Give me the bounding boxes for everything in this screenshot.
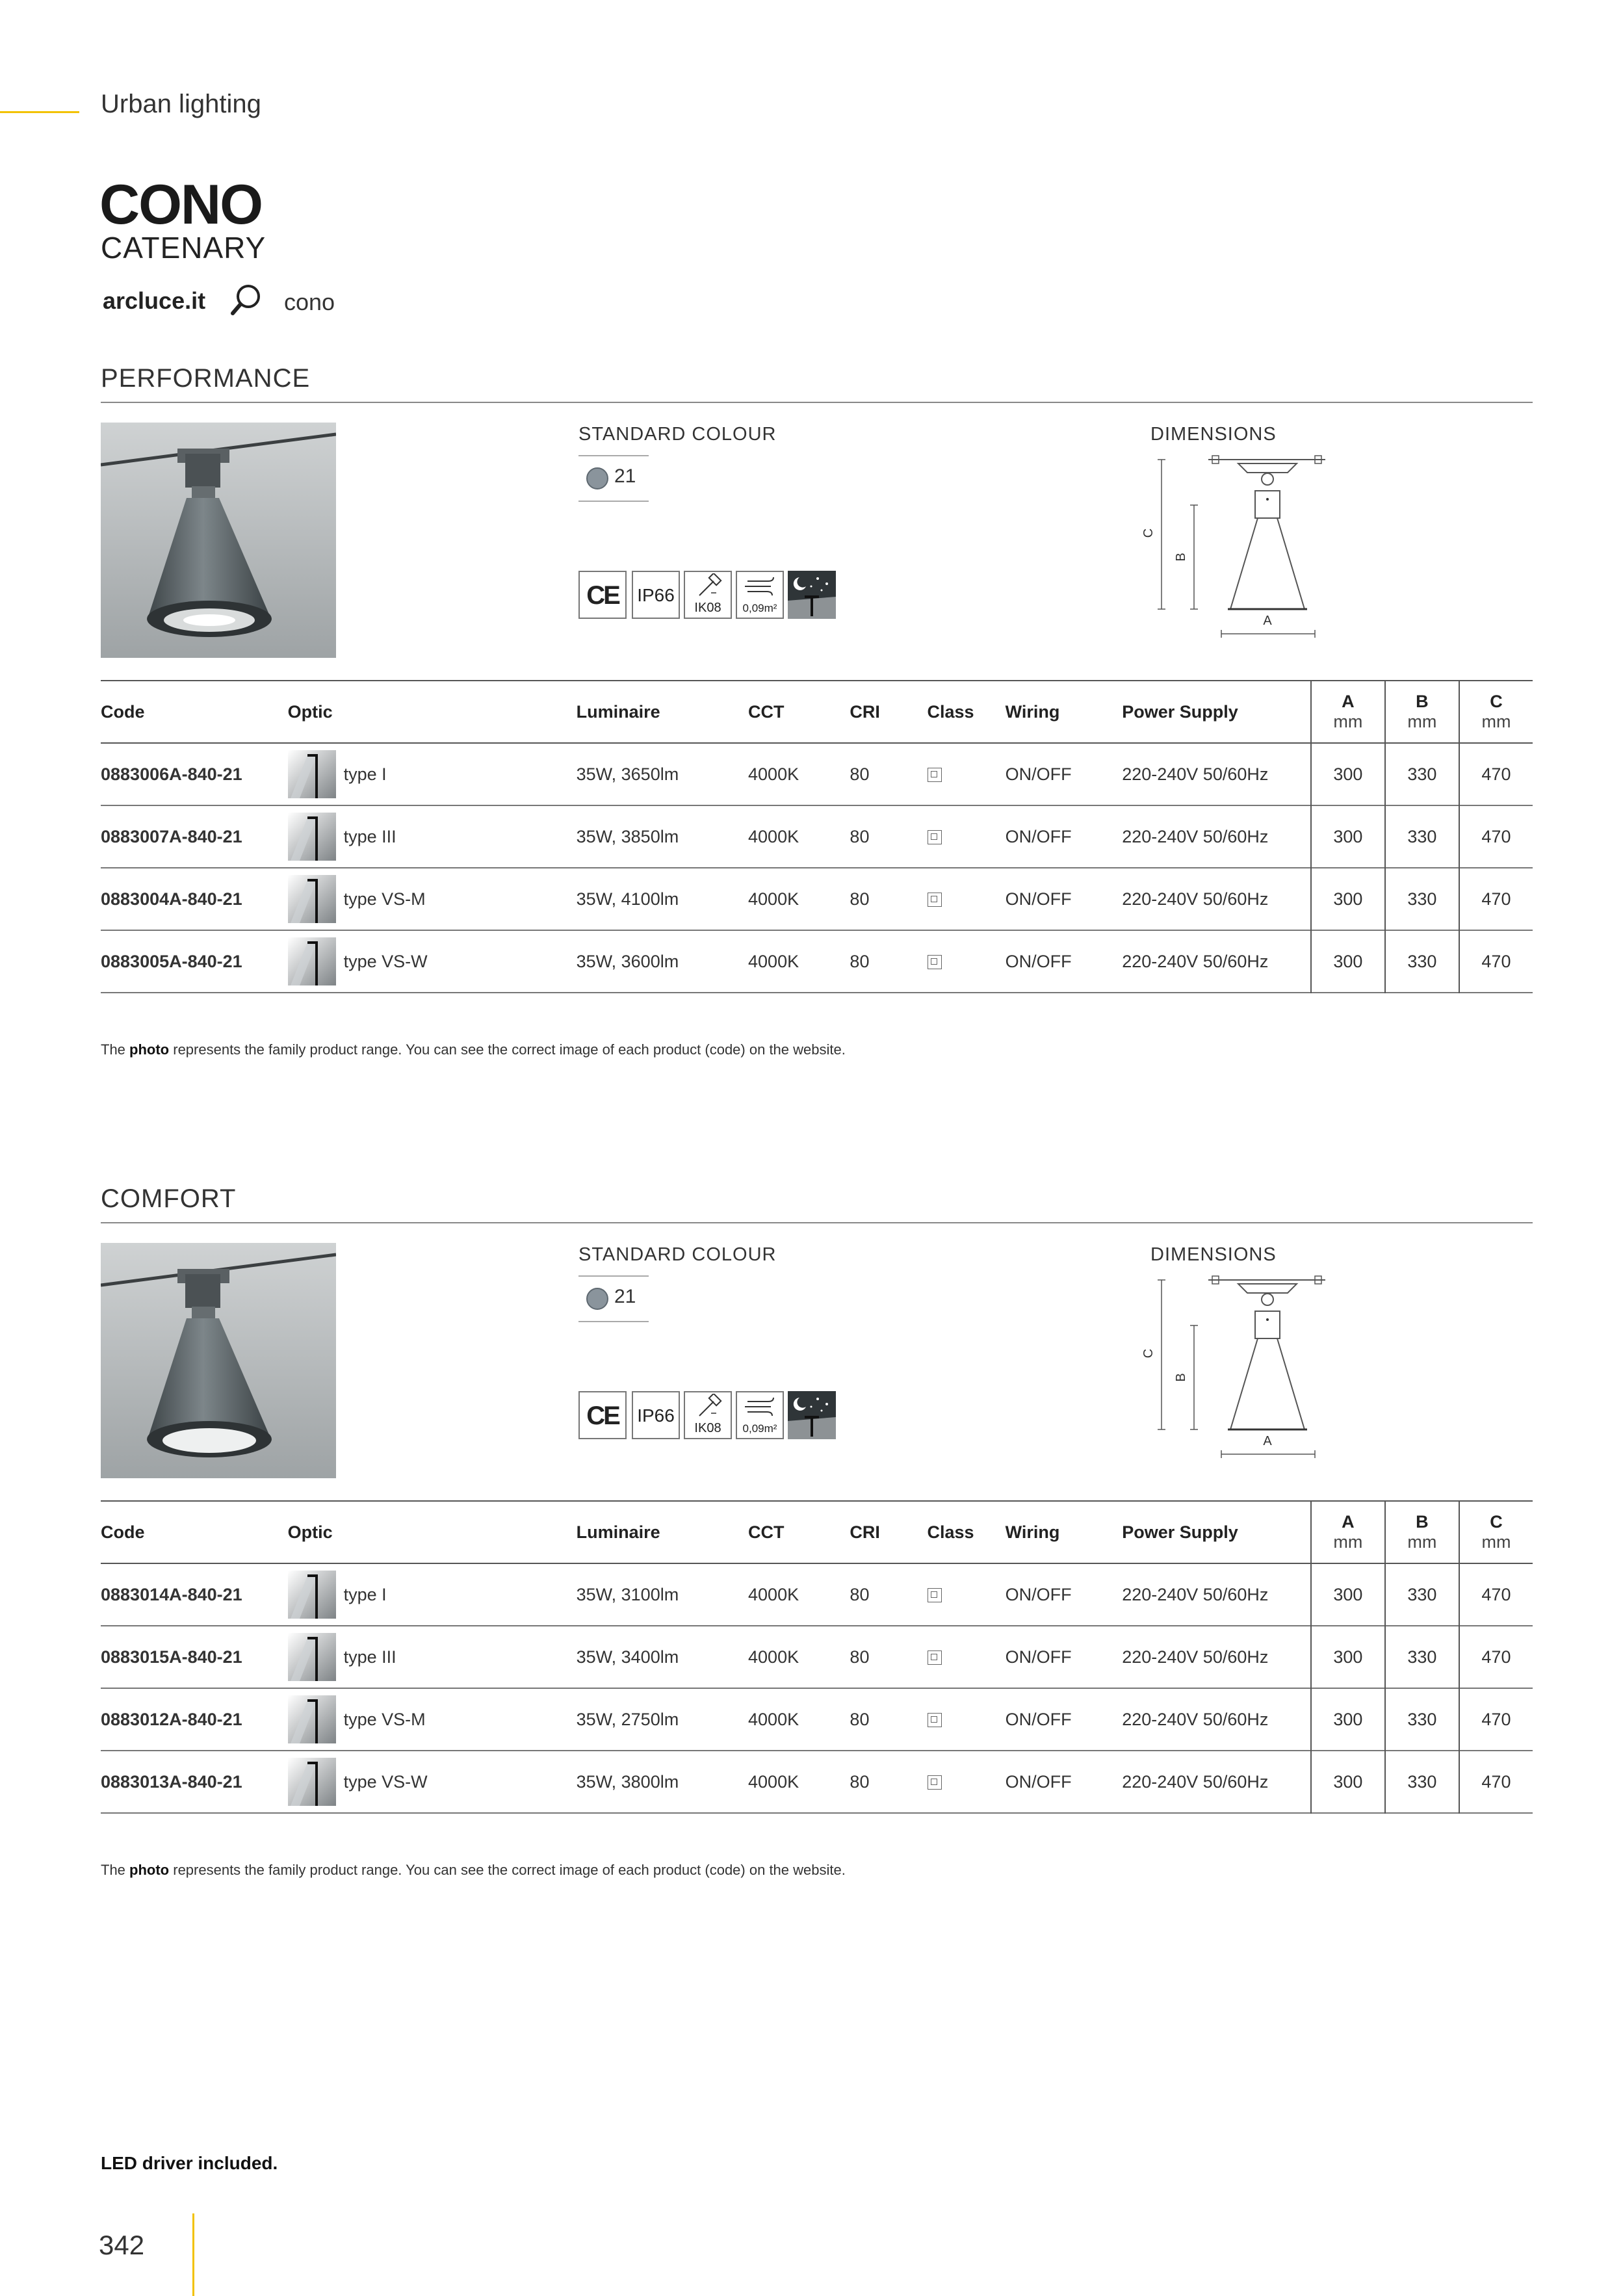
cri-value: 80 — [850, 826, 870, 846]
dim-a-value: 300 — [1311, 743, 1385, 805]
dim-letter-a: A — [1263, 614, 1272, 628]
dim-b-value: 330 — [1385, 743, 1459, 805]
section-divider — [101, 402, 1533, 403]
class-cell — [928, 868, 1006, 930]
luminaire-value: 35W, 3850lm — [576, 826, 679, 846]
col-optic: Optic — [287, 701, 333, 722]
col-cri: CRI — [850, 1522, 880, 1542]
class-cell — [928, 1626, 1006, 1688]
optic-cell — [288, 743, 577, 805]
product-code[interactable]: 0883005A-840-21 — [101, 951, 242, 971]
colour-swatch-box — [578, 1275, 649, 1322]
table-row — [101, 1563, 1533, 1626]
page-number: 342 — [99, 2230, 145, 2260]
dimensions-label: DIMENSIONS — [1150, 1244, 1277, 1265]
dim-b-value: 330 — [1385, 1626, 1459, 1688]
col-optic: Optic — [287, 1522, 333, 1542]
cct-value: 4000K — [748, 1709, 799, 1729]
class-ii-icon — [928, 1775, 942, 1790]
optic-cell — [288, 1626, 577, 1688]
luminaire-value: 35W, 3400lm — [576, 1647, 679, 1667]
luminaire-value: 35W, 2750lm — [576, 1709, 679, 1729]
luminaire-value: 35W, 3100lm — [576, 1584, 679, 1604]
product-code[interactable]: 0883007A-840-21 — [101, 826, 242, 846]
optic-cell — [288, 1563, 577, 1626]
col-b: B mm — [1385, 1501, 1459, 1563]
col-a: A mm — [1311, 681, 1385, 743]
optic-label: type I — [343, 1584, 387, 1604]
cct-value: 4000K — [748, 889, 799, 909]
class-ii-icon — [928, 830, 942, 844]
table-header — [101, 1501, 1533, 1563]
wiring-value: ON/OFF — [1005, 889, 1072, 909]
impact-hammer-icon — [685, 1394, 733, 1420]
luminaire-value: 35W, 3600lm — [576, 951, 679, 971]
optic-cell — [288, 805, 577, 868]
dim-a-value: 300 — [1311, 1626, 1385, 1688]
cri-value: 80 — [850, 889, 870, 909]
colour-swatch-box — [578, 455, 649, 502]
standard-colour-label: STANDARD COLOUR — [578, 424, 777, 445]
dim-b-value: 330 — [1385, 930, 1459, 993]
spec-table — [101, 680, 1533, 993]
dim-a-value: 300 — [1311, 1751, 1385, 1813]
cri-value: 80 — [850, 1647, 870, 1667]
section-title: COMFORT — [101, 1184, 237, 1213]
table-row — [101, 1688, 1533, 1751]
table-row — [101, 930, 1533, 993]
class-ii-icon — [928, 955, 942, 969]
accent-line-bottom — [192, 2213, 194, 2296]
optic-icon — [288, 750, 336, 798]
colour-code: 21 — [614, 1286, 636, 1307]
wind-area-badge: 0,09m² — [736, 1391, 784, 1439]
spec-table — [101, 1500, 1533, 1814]
wiring-value: ON/OFF — [1005, 951, 1072, 971]
cct-value: 4000K — [748, 1647, 799, 1667]
wiring-value: ON/OFF — [1005, 1771, 1072, 1792]
colour-dot — [586, 467, 608, 489]
class-ii-icon — [928, 893, 942, 907]
cri-value: 80 — [850, 1709, 870, 1729]
ik-rating-badge: IK08 — [684, 1391, 732, 1439]
dim-a-value: 300 — [1311, 868, 1385, 930]
led-driver-note: LED driver included. — [101, 2153, 278, 2173]
cri-value: 80 — [850, 1584, 870, 1604]
class-cell — [928, 930, 1006, 993]
ce-mark: CE — [578, 571, 627, 619]
photo-note: The photo represents the family product range. You can see the correct image of each product (code) on the website. — [101, 1041, 846, 1058]
optic-icon — [288, 1633, 336, 1681]
table-row — [101, 1626, 1533, 1688]
power-supply-value: 220-240V 50/60Hz — [1122, 1647, 1269, 1667]
dim-c-value: 470 — [1459, 1626, 1533, 1688]
dim-c-value: 470 — [1459, 868, 1533, 930]
dimensions-drawing — [1141, 1253, 1414, 1461]
col-wiring: Wiring — [1005, 1522, 1060, 1542]
wiring-value: ON/OFF — [1005, 1647, 1072, 1667]
dim-a-value: 300 — [1311, 1563, 1385, 1626]
wind-area-badge: 0,09m² — [736, 571, 784, 619]
section-comfort — [101, 1184, 1533, 1919]
optic-label: type VS-M — [343, 889, 426, 909]
wiring-value: ON/OFF — [1005, 764, 1072, 784]
section-divider — [101, 1222, 1533, 1223]
col-wiring: Wiring — [1005, 701, 1060, 722]
dimensions-label: DIMENSIONS — [1150, 424, 1277, 445]
dim-c-value: 470 — [1459, 930, 1533, 993]
optic-label: type III — [343, 1647, 396, 1667]
power-supply-value: 220-240V 50/60Hz — [1122, 889, 1269, 909]
search-keyword: cono — [284, 289, 335, 315]
website-link[interactable]: arcluce.it — [103, 287, 206, 314]
optic-cell — [288, 1688, 577, 1751]
ce-mark: CE — [578, 1391, 627, 1439]
cri-value: 80 — [850, 764, 870, 784]
dim-b-value: 330 — [1385, 868, 1459, 930]
product-photo — [101, 423, 336, 658]
col-a: A mm — [1311, 1501, 1385, 1563]
optic-cell — [288, 868, 577, 930]
optic-cell — [288, 930, 577, 993]
col-cct: CCT — [748, 1522, 785, 1542]
power-supply-value: 220-240V 50/60Hz — [1122, 1709, 1269, 1729]
wiring-value: ON/OFF — [1005, 826, 1072, 846]
colour-code: 21 — [614, 465, 636, 487]
class-cell — [928, 743, 1006, 805]
col-class: Class — [927, 1522, 974, 1542]
optic-icon — [288, 813, 336, 861]
table-row — [101, 743, 1533, 805]
optic-label: type VS-M — [343, 1709, 426, 1729]
impact-hammer-icon — [685, 573, 733, 599]
col-c: C mm — [1459, 1501, 1533, 1563]
col-code: Code — [101, 701, 145, 722]
wind-icon — [737, 1394, 785, 1420]
dimensions-drawing — [1141, 432, 1414, 640]
standard-colour-label: STANDARD COLOUR — [578, 1244, 777, 1265]
product-code[interactable]: 0883014A-840-21 — [101, 1584, 242, 1604]
cct-value: 4000K — [748, 764, 799, 784]
cct-value: 4000K — [748, 951, 799, 971]
table-row — [101, 868, 1533, 930]
dim-a-value: 300 — [1311, 1688, 1385, 1751]
optic-label: type I — [343, 764, 387, 784]
cct-value: 4000K — [748, 826, 799, 846]
optic-cell — [288, 1751, 577, 1813]
dim-c-value: 470 — [1459, 1563, 1533, 1626]
dim-b-value: 330 — [1385, 1563, 1459, 1626]
dim-a-value: 300 — [1311, 930, 1385, 993]
col-luminaire: Luminaire — [576, 1522, 660, 1542]
product-code[interactable]: 0883004A-840-21 — [101, 889, 242, 909]
class-ii-icon — [928, 768, 942, 782]
col-power-supply: Power Supply — [1122, 1522, 1238, 1542]
dim-c-value: 470 — [1459, 1688, 1533, 1751]
cri-value: 80 — [850, 1771, 870, 1792]
class-ii-icon — [928, 1650, 942, 1665]
ip-rating-badge: IP66 — [632, 571, 680, 619]
col-luminaire: Luminaire — [576, 701, 660, 722]
col-power-supply: Power Supply — [1122, 701, 1238, 722]
luminaire-value: 35W, 3650lm — [576, 764, 679, 784]
dim-a-value: 300 — [1311, 805, 1385, 868]
optic-label: type III — [343, 826, 396, 846]
class-ii-icon — [928, 1588, 942, 1602]
dim-b-value: 330 — [1385, 1751, 1459, 1813]
col-class: Class — [927, 701, 974, 722]
wiring-value: ON/OFF — [1005, 1584, 1072, 1604]
luminaire-value: 35W, 3800lm — [576, 1771, 679, 1792]
power-supply-value: 220-240V 50/60Hz — [1122, 951, 1269, 971]
photo-note: The photo represents the family product range. You can see the correct image of each product (code) on the website. — [101, 1862, 846, 1878]
product-name: CONO — [99, 174, 262, 236]
col-cri: CRI — [850, 701, 880, 722]
optic-icon — [288, 875, 336, 923]
col-code: Code — [101, 1522, 145, 1542]
section-performance — [101, 364, 1533, 1099]
magnifier-icon[interactable] — [227, 282, 264, 319]
table-row — [101, 1751, 1533, 1813]
dark-sky-icon — [788, 1391, 836, 1439]
ik-rating-badge: IK08 — [684, 571, 732, 619]
col-b: B mm — [1385, 681, 1459, 743]
dim-c-value: 470 — [1459, 805, 1533, 868]
wiring-value: ON/OFF — [1005, 1709, 1072, 1729]
product-code[interactable]: 0883013A-840-21 — [101, 1771, 242, 1792]
dim-letter-a: A — [1263, 1434, 1272, 1448]
power-supply-value: 220-240V 50/60Hz — [1122, 1771, 1269, 1792]
colour-dot — [586, 1288, 608, 1310]
dim-letter-b: B — [1174, 1373, 1188, 1382]
table-header — [101, 681, 1533, 743]
product-variant: CATENARY — [101, 231, 266, 265]
cri-value: 80 — [850, 951, 870, 971]
dim-letter-c: C — [1141, 1348, 1156, 1359]
dim-b-value: 330 — [1385, 805, 1459, 868]
product-photo — [101, 1243, 336, 1478]
product-code[interactable]: 0883015A-840-21 — [101, 1647, 242, 1667]
cct-value: 4000K — [748, 1771, 799, 1792]
product-code[interactable]: 0883006A-840-21 — [101, 764, 242, 784]
table-row — [101, 805, 1533, 868]
optic-icon — [288, 1695, 336, 1743]
class-cell — [928, 1563, 1006, 1626]
optic-icon — [288, 937, 336, 985]
power-supply-value: 220-240V 50/60Hz — [1122, 1584, 1269, 1604]
optic-icon — [288, 1758, 336, 1806]
dim-c-value: 470 — [1459, 743, 1533, 805]
luminaire-value: 35W, 4100lm — [576, 889, 679, 909]
col-c: C mm — [1459, 681, 1533, 743]
category-label: Urban lighting — [101, 90, 261, 118]
class-cell — [928, 1688, 1006, 1751]
dim-c-value: 470 — [1459, 1751, 1533, 1813]
optic-icon — [288, 1571, 336, 1619]
ip-rating-badge: IP66 — [632, 1391, 680, 1439]
wind-icon — [737, 573, 785, 599]
col-cct: CCT — [748, 701, 785, 722]
class-cell — [928, 805, 1006, 868]
power-supply-value: 220-240V 50/60Hz — [1122, 764, 1269, 784]
cct-value: 4000K — [748, 1584, 799, 1604]
dim-letter-c: C — [1141, 528, 1156, 538]
accent-line-top — [0, 111, 79, 113]
power-supply-value: 220-240V 50/60Hz — [1122, 826, 1269, 846]
dim-b-value: 330 — [1385, 1688, 1459, 1751]
class-cell — [928, 1751, 1006, 1813]
optic-label: type VS-W — [343, 951, 428, 971]
dim-letter-b: B — [1174, 553, 1188, 562]
product-code[interactable]: 0883012A-840-21 — [101, 1709, 242, 1729]
class-ii-icon — [928, 1713, 942, 1727]
dark-sky-icon — [788, 571, 836, 619]
optic-label: type VS-W — [343, 1771, 428, 1792]
section-title: PERFORMANCE — [101, 364, 311, 393]
